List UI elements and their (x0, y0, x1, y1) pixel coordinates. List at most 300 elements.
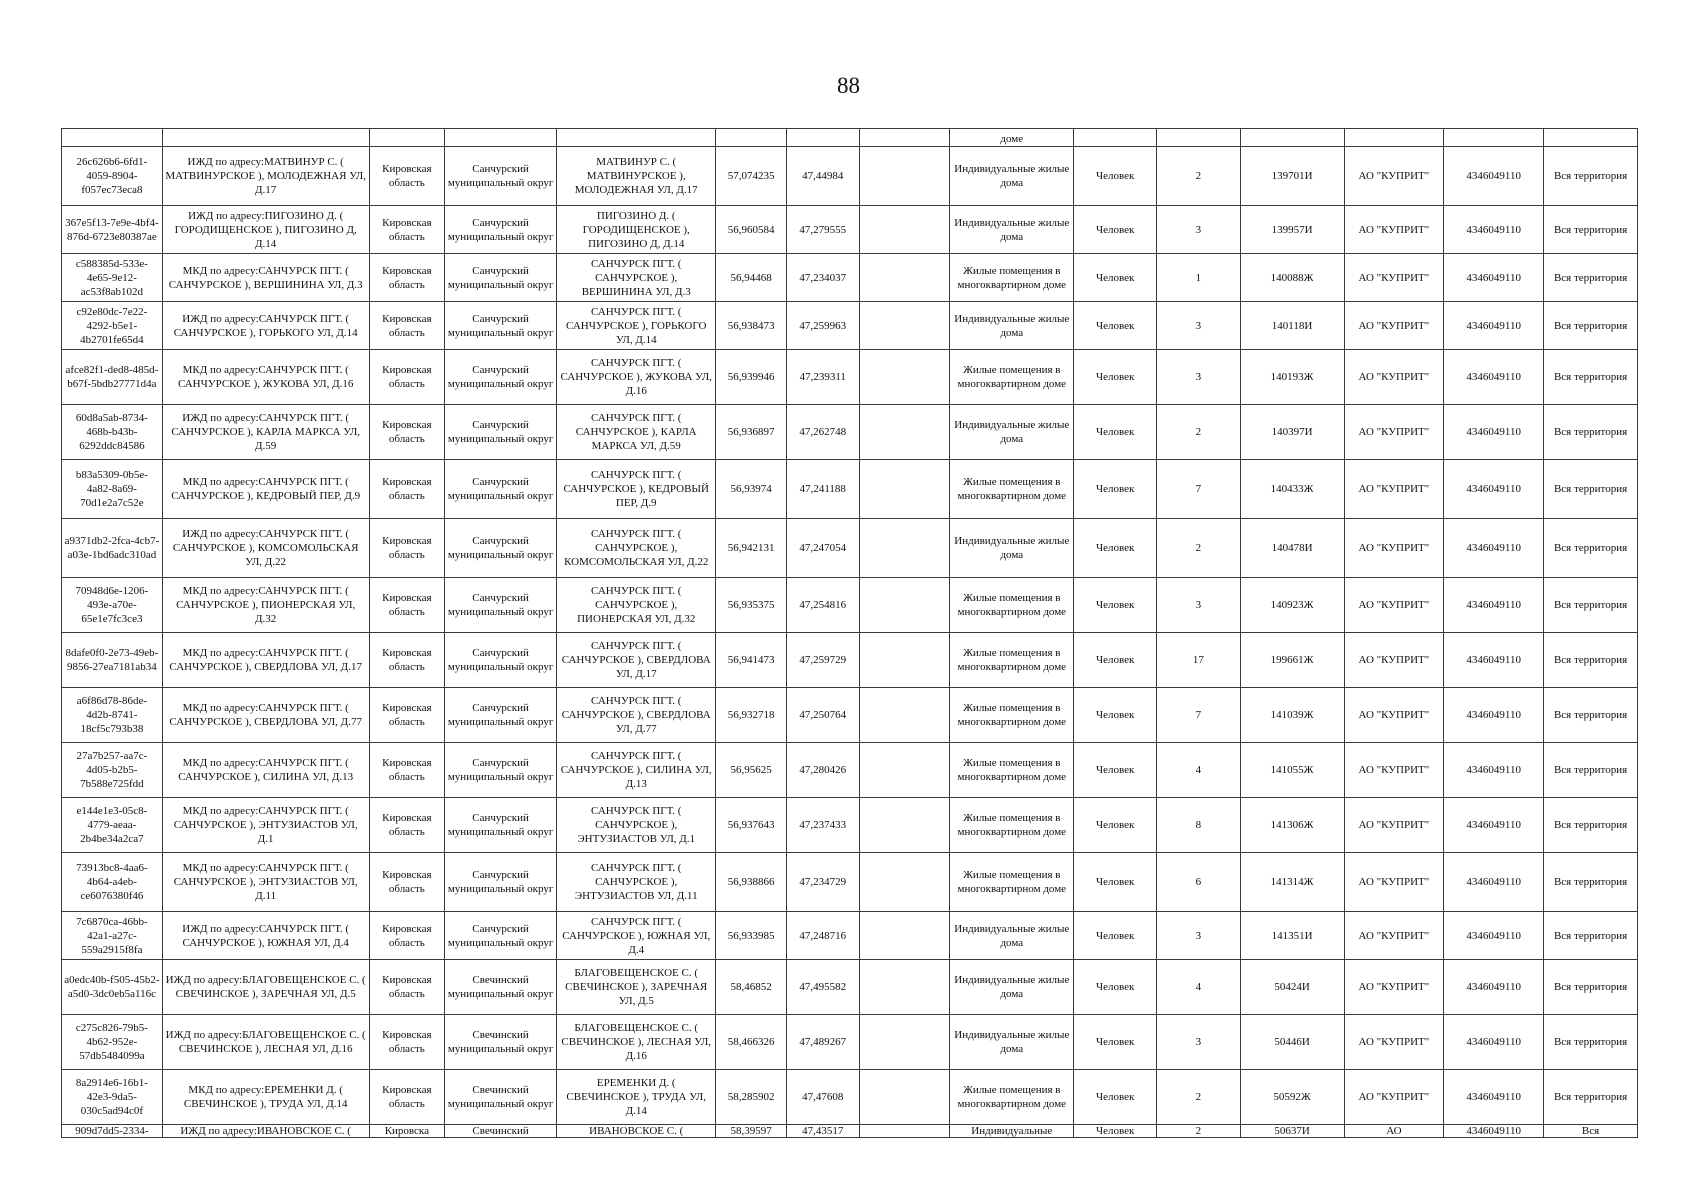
cell-quantity: 2 (1156, 1125, 1240, 1138)
cell-district: Санчурский муниципальный округ (445, 688, 557, 743)
table-row (62, 578, 1638, 633)
cell-quantity: 3 (1156, 912, 1240, 960)
cell-lon: 47,262748 (786, 405, 859, 460)
cell-object: ИЖД по адресу:САНЧУРСК ПГТ. ( САНЧУРСКОЕ ), ЮЖНАЯ УЛ, Д.4 (162, 912, 369, 960)
cell-inn: 4346049110 (1444, 302, 1544, 350)
cell-lat: 56,935375 (716, 578, 787, 633)
cell-organization: АО "КУПРИТ" (1344, 1070, 1444, 1125)
cell-organization: АО "КУПРИТ" (1344, 206, 1444, 254)
cell-district: Санчурский муниципальный округ (445, 206, 557, 254)
cell-territory: Вся территория (1544, 302, 1638, 350)
cell-organization: АО "КУПРИТ" (1344, 1015, 1444, 1070)
cell-lon: 47,234037 (786, 254, 859, 302)
cell-quantity: 3 (1156, 1015, 1240, 1070)
cell-address: ЕРЕМЕНКИ Д. ( СВЕЧИНСКОЕ ), ТРУДА УЛ, Д.14 (557, 1070, 716, 1125)
cell-type: Жилые помещения в многоквартирном доме (950, 254, 1074, 302)
cell-quantity: 1 (1156, 254, 1240, 302)
cell-organization: АО "КУПРИТ" (1344, 743, 1444, 798)
cell-type: Жилые помещения в многоквартирном доме (950, 743, 1074, 798)
cell-district: Санчурский муниципальный округ (445, 519, 557, 578)
cell-type: Индивидуальные жилые дома (950, 960, 1074, 1015)
cell-region: Кировская область (369, 147, 445, 206)
cell-empty (859, 254, 950, 302)
cell-territory: Вся территория (1544, 853, 1638, 912)
cell-territory: Вся территория (1544, 912, 1638, 960)
cell-region: Кировская область (369, 688, 445, 743)
cell-address: САНЧУРСК ПГТ. ( САНЧУРСКОЕ ), ПИОНЕРСКАЯ УЛ, Д.32 (557, 578, 716, 633)
cell-lat: 56,95625 (716, 743, 787, 798)
cell-quantity: 2 (1156, 519, 1240, 578)
cell-region: Кировская область (369, 960, 445, 1015)
cell-lat: 58,466326 (716, 1015, 787, 1070)
cell-quantity: 3 (1156, 206, 1240, 254)
cell-territory: Вся территория (1544, 960, 1638, 1015)
cell-id: b83a5309-0b5e-4a82-8a69-70d1e2a7c52e (62, 460, 163, 519)
cell-quantity: 2 (1156, 1070, 1240, 1125)
cell-address: САНЧУРСК ПГТ. ( САНЧУРСКОЕ ), СВЕРДЛОВА УЛ, Д.17 (557, 633, 716, 688)
cell-unit: Человек (1074, 743, 1157, 798)
cell-address: САНЧУРСК ПГТ. ( САНЧУРСКОЕ ), ЮЖНАЯ УЛ, Д.4 (557, 912, 716, 960)
cell-unit: Человек (1074, 1015, 1157, 1070)
cell-lat: 56,94468 (716, 254, 787, 302)
cell-unit: Человек (1074, 912, 1157, 960)
cell-region: Кировская область (369, 633, 445, 688)
cell-code: 141055Ж (1240, 743, 1344, 798)
cell-empty (859, 633, 950, 688)
cell-lon: 47,259963 (786, 302, 859, 350)
cell-object: ИЖД по адресу:САНЧУРСК ПГТ. ( САНЧУРСКОЕ ), КОМСОМОЛЬСКАЯ УЛ, Д.22 (162, 519, 369, 578)
cell-lat: 57,074235 (716, 147, 787, 206)
cell-lat: 56,938866 (716, 853, 787, 912)
cell-district: Санчурский муниципальный округ (445, 405, 557, 460)
cell-address: САНЧУРСК ПГТ. ( САНЧУРСКОЕ ), ЖУКОВА УЛ, Д.16 (557, 350, 716, 405)
cell-empty (859, 743, 950, 798)
cell-code: 199661Ж (1240, 633, 1344, 688)
cell-id: c275c826-79b5-4b62-952e-57db5484099a (62, 1015, 163, 1070)
cell-object: МКД по адресу:САНЧУРСК ПГТ. ( САНЧУРСКОЕ ), ПИОНЕРСКАЯ УЛ, Д.32 (162, 578, 369, 633)
cell-region: Кировская область (369, 405, 445, 460)
cell-address: САНЧУРСК ПГТ. ( САНЧУРСКОЕ ), ГОРЬКОГО УЛ, Д.14 (557, 302, 716, 350)
cell-object: МКД по адресу:САНЧУРСК ПГТ. ( САНЧУРСКОЕ ), СВЕРДЛОВА УЛ, Д.77 (162, 688, 369, 743)
cell-empty (859, 853, 950, 912)
cell-region: Кировская область (369, 1015, 445, 1070)
cell-unit: Человек (1074, 405, 1157, 460)
cell-type: Индивидуальные жилые дома (950, 519, 1074, 578)
table-row-continued (62, 129, 1638, 147)
table-row (62, 519, 1638, 578)
cell-region: Кировская область (369, 254, 445, 302)
cell-lon: 47,254816 (786, 578, 859, 633)
cell-organization: АО "КУПРИТ" (1344, 460, 1444, 519)
table-row (62, 688, 1638, 743)
cell-lat: 56,932718 (716, 688, 787, 743)
cell-unit: Человек (1074, 853, 1157, 912)
table-row (62, 633, 1638, 688)
cell-territory: Вся территория (1544, 460, 1638, 519)
cell-id: 26c626b6-6fd1-4059-8904-f057ec73eca8 (62, 147, 163, 206)
cell-object: ИЖД по адресу:ИВАНОВСКОЕ С. ( (162, 1125, 369, 1138)
cell-district: Санчурский муниципальный округ (445, 350, 557, 405)
cell-inn: 4346049110 (1444, 405, 1544, 460)
cell-inn: 4346049110 (1444, 350, 1544, 405)
cell-district: Санчурский муниципальный округ (445, 147, 557, 206)
cell-object: ИЖД по адресу:БЛАГОВЕЩЕНСКОЕ С. ( СВЕЧИНСКОЕ ), ЛЕСНАЯ УЛ, Д.16 (162, 1015, 369, 1070)
cell-code: 141314Ж (1240, 853, 1344, 912)
cell-empty (859, 405, 950, 460)
cell-id: 27a7b257-aa7c-4d05-b2b5-7b588e725fdd (62, 743, 163, 798)
table-row (62, 960, 1638, 1015)
cell-inn: 4346049110 (1444, 206, 1544, 254)
cell-region: Кировская область (369, 578, 445, 633)
cell-region: Кировская область (369, 302, 445, 350)
cell-region: Кировская область (369, 206, 445, 254)
cell-empty (859, 460, 950, 519)
cell-empty (859, 1125, 950, 1138)
cell-organization: АО "КУПРИТ" (1344, 302, 1444, 350)
cell-region: Кировская область (369, 350, 445, 405)
cell-empty (859, 147, 950, 206)
cell-unit: Человек (1074, 302, 1157, 350)
cell-code: 50424И (1240, 960, 1344, 1015)
cell-empty (859, 688, 950, 743)
cell-territory: Вся территория (1544, 1015, 1638, 1070)
cell-id: 8a2914e6-16b1-42e3-9da5-030c5ad94c0f (62, 1070, 163, 1125)
cell-code: 141306Ж (1240, 798, 1344, 853)
cell-inn: 4346049110 (1444, 147, 1544, 206)
cell-type: Жилые помещения в многоквартирном доме (950, 853, 1074, 912)
type-continuation: доме (1000, 133, 1024, 145)
cell-inn: 4346049110 (1444, 912, 1544, 960)
cell-inn: 4346049110 (1444, 960, 1544, 1015)
cell-quantity: 2 (1156, 405, 1240, 460)
cell-object: МКД по адресу:САНЧУРСК ПГТ. ( САНЧУРСКОЕ ), КЕДРОВЫЙ ПЕР, Д.9 (162, 460, 369, 519)
cell-id: a6f86d78-86de-4d2b-8741-18cf5c793b38 (62, 688, 163, 743)
cell-object: ИЖД по адресу:МАТВИНУР С. ( МАТВИНУРСКОЕ ), МОЛОДЕЖНАЯ УЛ, Д.17 (162, 147, 369, 206)
cell-id: a0edc40b-f505-45b2-a5d0-3dc0eb5a116c (62, 960, 163, 1015)
cell-territory: Вся территория (1544, 743, 1638, 798)
cell-type: Жилые помещения в многоквартирном доме (950, 633, 1074, 688)
cell-lon: 47,237433 (786, 798, 859, 853)
cell-object: МКД по адресу:САНЧУРСК ПГТ. ( САНЧУРСКОЕ ), ЭНТУЗИАСТОВ УЛ, Д.1 (162, 798, 369, 853)
cell-organization: АО "КУПРИТ" (1344, 960, 1444, 1015)
cell-district: Санчурский муниципальный округ (445, 302, 557, 350)
cell-region: Кировская область (369, 798, 445, 853)
cell-lat: 58,285902 (716, 1070, 787, 1125)
cell-address: ИВАНОВСКОЕ С. ( (557, 1125, 716, 1138)
cell-lat: 56,942131 (716, 519, 787, 578)
cell-id: 909d7dd5-2334- (62, 1125, 163, 1138)
cell-organization: АО "КУПРИТ" (1344, 798, 1444, 853)
cell-empty (859, 578, 950, 633)
cell-district: Свечинский муниципальный округ (445, 960, 557, 1015)
cell-lon: 47,241188 (786, 460, 859, 519)
cell-region: Кировска (369, 1125, 445, 1138)
cell-territory: Вся территория (1544, 206, 1638, 254)
cell-type: Индивидуальные жилые дома (950, 1015, 1074, 1070)
cell-organization: АО "КУПРИТ" (1344, 405, 1444, 460)
cell-address: САНЧУРСК ПГТ. ( САНЧУРСКОЕ ), КАРЛА МАРКСА УЛ, Д.59 (557, 405, 716, 460)
cell-quantity: 4 (1156, 960, 1240, 1015)
cell-unit: Человек (1074, 798, 1157, 853)
cell-inn: 4346049110 (1444, 743, 1544, 798)
cell-lat: 56,939946 (716, 350, 787, 405)
cell-territory: Вся территория (1544, 519, 1638, 578)
cell-empty (859, 206, 950, 254)
cell-lat: 56,960584 (716, 206, 787, 254)
cell-inn: 4346049110 (1444, 578, 1544, 633)
table-row (62, 147, 1638, 206)
cell-type: Индивидуальные жилые дома (950, 302, 1074, 350)
table-row (62, 743, 1638, 798)
cell-type: Индивидуальные жилые дома (950, 405, 1074, 460)
cell-object: МКД по адресу:САНЧУРСК ПГТ. ( САНЧУРСКОЕ ), ЭНТУЗИАСТОВ УЛ, Д.11 (162, 853, 369, 912)
cell-lon: 47,44984 (786, 147, 859, 206)
cell-empty (859, 1070, 950, 1125)
cell-region: Кировская область (369, 519, 445, 578)
cell-id: 70948d6e-1206-493e-a70e-65e1e7fc3ce3 (62, 578, 163, 633)
cell-type: Индивидуальные жилые дома (950, 912, 1074, 960)
cell-type: Индивидуальные жилые дома (950, 206, 1074, 254)
cell-inn: 4346049110 (1444, 633, 1544, 688)
cell-lon: 47,279555 (786, 206, 859, 254)
cell-quantity: 8 (1156, 798, 1240, 853)
cell-id: e144e1e3-05c8-4779-aeaa-2b4be34a2ca7 (62, 798, 163, 853)
cell-object: ИЖД по адресу:САНЧУРСК ПГТ. ( САНЧУРСКОЕ ), КАРЛА МАРКСА УЛ, Д.59 (162, 405, 369, 460)
cell-address: БЛАГОВЕЩЕНСКОЕ С. ( СВЕЧИНСКОЕ ), ЗАРЕЧНАЯ УЛ, Д.5 (557, 960, 716, 1015)
cell-lon: 47,247054 (786, 519, 859, 578)
cell-code: 140193Ж (1240, 350, 1344, 405)
cell-object: ИЖД по адресу:БЛАГОВЕЩЕНСКОЕ С. ( СВЕЧИНСКОЕ ), ЗАРЕЧНАЯ УЛ, Д.5 (162, 960, 369, 1015)
table-row (62, 405, 1638, 460)
table-row-cut (62, 1125, 1638, 1138)
cell-address: САНЧУРСК ПГТ. ( САНЧУРСКОЕ ), КОМСОМОЛЬСКАЯ УЛ, Д.22 (557, 519, 716, 578)
table-row (62, 460, 1638, 519)
cell-code: 140397И (1240, 405, 1344, 460)
cell-region: Кировская область (369, 743, 445, 798)
cell-lat: 56,941473 (716, 633, 787, 688)
cell-lon: 47,239311 (786, 350, 859, 405)
cell-lat: 58,39597 (716, 1125, 787, 1138)
cell-organization: АО "КУПРИТ" (1344, 912, 1444, 960)
cell-inn: 4346049110 (1444, 853, 1544, 912)
table-row (62, 912, 1638, 960)
cell-object: ИЖД по адресу:САНЧУРСК ПГТ. ( САНЧУРСКОЕ ), ГОРЬКОГО УЛ, Д.14 (162, 302, 369, 350)
cell-code: 140118И (1240, 302, 1344, 350)
cell-inn: 4346049110 (1444, 1070, 1544, 1125)
cell-territory: Вся территория (1544, 688, 1638, 743)
cell-lon: 47,248716 (786, 912, 859, 960)
cell-lon: 47,280426 (786, 743, 859, 798)
cell-unit: Человек (1074, 1070, 1157, 1125)
cell-type: Жилые помещения в многоквартирном доме (950, 350, 1074, 405)
cell-territory: Вся территория (1544, 147, 1638, 206)
cell-territory: Вся (1544, 1125, 1638, 1138)
cell-district: Санчурский муниципальный округ (445, 912, 557, 960)
cell-quantity: 7 (1156, 460, 1240, 519)
cell-organization: АО "КУПРИТ" (1344, 853, 1444, 912)
cell-inn: 4346049110 (1444, 1125, 1544, 1138)
cell-unit: Человек (1074, 350, 1157, 405)
cell-lat: 58,46852 (716, 960, 787, 1015)
cell-lon: 47,489267 (786, 1015, 859, 1070)
cell-unit: Человек (1074, 1125, 1157, 1138)
cell-id: a9371db2-2fca-4cb7-a03e-1bd6adc310ad (62, 519, 163, 578)
cell-code: 140478И (1240, 519, 1344, 578)
cell-code: 50637И (1240, 1125, 1344, 1138)
cell-territory: Вся территория (1544, 350, 1638, 405)
cell-quantity: 7 (1156, 688, 1240, 743)
cell-object: МКД по адресу:ЕРЕМЕНКИ Д. ( СВЕЧИНСКОЕ ), ТРУДА УЛ, Д.14 (162, 1070, 369, 1125)
cell-address: САНЧУРСК ПГТ. ( САНЧУРСКОЕ ), КЕДРОВЫЙ ПЕР, Д.9 (557, 460, 716, 519)
cell-inn: 4346049110 (1444, 688, 1544, 743)
cell-territory: Вся территория (1544, 633, 1638, 688)
cell-address: МАТВИНУР С. ( МАТВИНУРСКОЕ ), МОЛОДЕЖНАЯ УЛ, Д.17 (557, 147, 716, 206)
cell-unit: Человек (1074, 960, 1157, 1015)
cell-id: c92e80dc-7e22-4292-b5e1-4b2701fe65d4 (62, 302, 163, 350)
cell-address: САНЧУРСК ПГТ. ( САНЧУРСКОЕ ), ВЕРШИНИНА УЛ, Д.3 (557, 254, 716, 302)
cell-code: 50446И (1240, 1015, 1344, 1070)
cell-unit: Человек (1074, 254, 1157, 302)
cell-address: САНЧУРСК ПГТ. ( САНЧУРСКОЕ ), ЭНТУЗИАСТОВ УЛ, Д.11 (557, 853, 716, 912)
cell-territory: Вся территория (1544, 578, 1638, 633)
cell-quantity: 3 (1156, 578, 1240, 633)
cell-organization: АО "КУПРИТ" (1344, 633, 1444, 688)
cell-region: Кировская область (369, 853, 445, 912)
cell-inn: 4346049110 (1444, 1015, 1544, 1070)
cell-unit: Человек (1074, 519, 1157, 578)
cell-type: Жилые помещения в многоквартирном доме (950, 1070, 1074, 1125)
table-row (62, 206, 1638, 254)
cell-territory: Вся территория (1544, 798, 1638, 853)
cell-region: Кировская область (369, 912, 445, 960)
cell-empty (859, 798, 950, 853)
cell-lon: 47,259729 (786, 633, 859, 688)
cell-quantity: 17 (1156, 633, 1240, 688)
cell-empty (859, 302, 950, 350)
cell-organization: АО "КУПРИТ" (1344, 350, 1444, 405)
cell-district: Санчурский муниципальный округ (445, 743, 557, 798)
cell-territory: Вся территория (1544, 405, 1638, 460)
cell-code: 50592Ж (1240, 1070, 1344, 1125)
table-row (62, 1070, 1638, 1125)
cell-lat: 56,937643 (716, 798, 787, 853)
cell-type: Жилые помещения в многоквартирном доме (950, 578, 1074, 633)
table-row (62, 350, 1638, 405)
cell-organization: АО "КУПРИТ" (1344, 688, 1444, 743)
cell-unit: Человек (1074, 147, 1157, 206)
cell-district: Санчурский муниципальный округ (445, 254, 557, 302)
cell-region: Кировская область (369, 1070, 445, 1125)
cell-id: 367e5f13-7e9e-4bf4-876d-6723e80387ae (62, 206, 163, 254)
cell-code: 140923Ж (1240, 578, 1344, 633)
cell-district: Санчурский муниципальный округ (445, 578, 557, 633)
cell-address: САНЧУРСК ПГТ. ( САНЧУРСКОЕ ), СВЕРДЛОВА УЛ, Д.77 (557, 688, 716, 743)
cell-organization: АО (1344, 1125, 1444, 1138)
cell-empty (859, 350, 950, 405)
cell-lat: 56,936897 (716, 405, 787, 460)
cell-id: 60d8a5ab-8734-468b-b43b-6292ddc84586 (62, 405, 163, 460)
cell-unit: Человек (1074, 206, 1157, 254)
cell-object: МКД по адресу:САНЧУРСК ПГТ. ( САНЧУРСКОЕ ), ЖУКОВА УЛ, Д.16 (162, 350, 369, 405)
table-row (62, 853, 1638, 912)
cell-type: Индивидуальные (950, 1125, 1074, 1138)
cell-district: Санчурский муниципальный округ (445, 460, 557, 519)
cell-id: 7c6870ca-46bb-42a1-a27c-559a2915f8fa (62, 912, 163, 960)
cell-type: Жилые помещения в многоквартирном доме (950, 460, 1074, 519)
cell-object: МКД по адресу:САНЧУРСК ПГТ. ( САНЧУРСКОЕ ), ВЕРШИНИНА УЛ, Д.3 (162, 254, 369, 302)
cell-address: ПИГОЗИНО Д. ( ГОРОДИЩЕНСКОЕ ), ПИГОЗИНО Д, Д.14 (557, 206, 716, 254)
cell-lat: 56,938473 (716, 302, 787, 350)
cell-lon: 47,47608 (786, 1070, 859, 1125)
table-row (62, 798, 1638, 853)
cell-territory: Вся территория (1544, 254, 1638, 302)
cell-unit: Человек (1074, 688, 1157, 743)
cell-district: Санчурский муниципальный округ (445, 798, 557, 853)
cell-organization: АО "КУПРИТ" (1344, 147, 1444, 206)
cell-id: 8dafe0f0-2e73-49eb-9856-27ea7181ab34 (62, 633, 163, 688)
cell-id: c588385d-533e-4e65-9e12-ac53f8ab102d (62, 254, 163, 302)
cell-code: 141039Ж (1240, 688, 1344, 743)
cell-district: Свечинский муниципальный округ (445, 1015, 557, 1070)
cell-quantity: 3 (1156, 302, 1240, 350)
cell-unit: Человек (1074, 578, 1157, 633)
cell-empty (859, 1015, 950, 1070)
cell-inn: 4346049110 (1444, 254, 1544, 302)
cell-type: Жилые помещения в многоквартирном доме (950, 688, 1074, 743)
cell-address: САНЧУРСК ПГТ. ( САНЧУРСКОЕ ), ЭНТУЗИАСТОВ УЛ, Д.1 (557, 798, 716, 853)
cell-inn: 4346049110 (1444, 460, 1544, 519)
table-row (62, 302, 1638, 350)
cell-code: 141351И (1240, 912, 1344, 960)
cell-lon: 47,234729 (786, 853, 859, 912)
cell-lat: 56,93974 (716, 460, 787, 519)
cell-territory: Вся территория (1544, 1070, 1638, 1125)
cell-code: 140433Ж (1240, 460, 1344, 519)
cell-object: МКД по адресу:САНЧУРСК ПГТ. ( САНЧУРСКОЕ ), СИЛИНА УЛ, Д.13 (162, 743, 369, 798)
cell-inn: 4346049110 (1444, 798, 1544, 853)
table-row (62, 1015, 1638, 1070)
cell-code: 140088Ж (1240, 254, 1344, 302)
cell-district: Санчурский муниципальный округ (445, 633, 557, 688)
cell-organization: АО "КУПРИТ" (1344, 519, 1444, 578)
cell-address: БЛАГОВЕЩЕНСКОЕ С. ( СВЕЧИНСКОЕ ), ЛЕСНАЯ УЛ, Д.16 (557, 1015, 716, 1070)
cell-quantity: 2 (1156, 147, 1240, 206)
cell-empty (859, 912, 950, 960)
cell-lon: 47,43517 (786, 1125, 859, 1138)
cell-quantity: 6 (1156, 853, 1240, 912)
cell-quantity: 4 (1156, 743, 1240, 798)
cell-empty (859, 960, 950, 1015)
cell-object: ИЖД по адресу:ПИГОЗИНО Д. ( ГОРОДИЩЕНСКОЕ ), ПИГОЗИНО Д, Д.14 (162, 206, 369, 254)
cell-type: Индивидуальные жилые дома (950, 147, 1074, 206)
cell-address: САНЧУРСК ПГТ. ( САНЧУРСКОЕ ), СИЛИНА УЛ, Д.13 (557, 743, 716, 798)
cell-district: Санчурский муниципальный округ (445, 853, 557, 912)
cell-unit: Человек (1074, 633, 1157, 688)
cell-lon: 47,495582 (786, 960, 859, 1015)
cell-lat: 56,933985 (716, 912, 787, 960)
cell-quantity: 3 (1156, 350, 1240, 405)
cell-unit: Человек (1074, 460, 1157, 519)
registry-table (61, 128, 1638, 1138)
cell-district: Свечинский муниципальный округ (445, 1070, 557, 1125)
cell-id: afce82f1-ded8-485d-b67f-5bdb27771d4a (62, 350, 163, 405)
cell-type: Жилые помещения в многоквартирном доме (950, 798, 1074, 853)
cell-district: Свечинский (445, 1125, 557, 1138)
cell-object: МКД по адресу:САНЧУРСК ПГТ. ( САНЧУРСКОЕ ), СВЕРДЛОВА УЛ, Д.17 (162, 633, 369, 688)
cell-inn: 4346049110 (1444, 519, 1544, 578)
page-number: 88 (837, 73, 860, 98)
cell-empty (859, 519, 950, 578)
